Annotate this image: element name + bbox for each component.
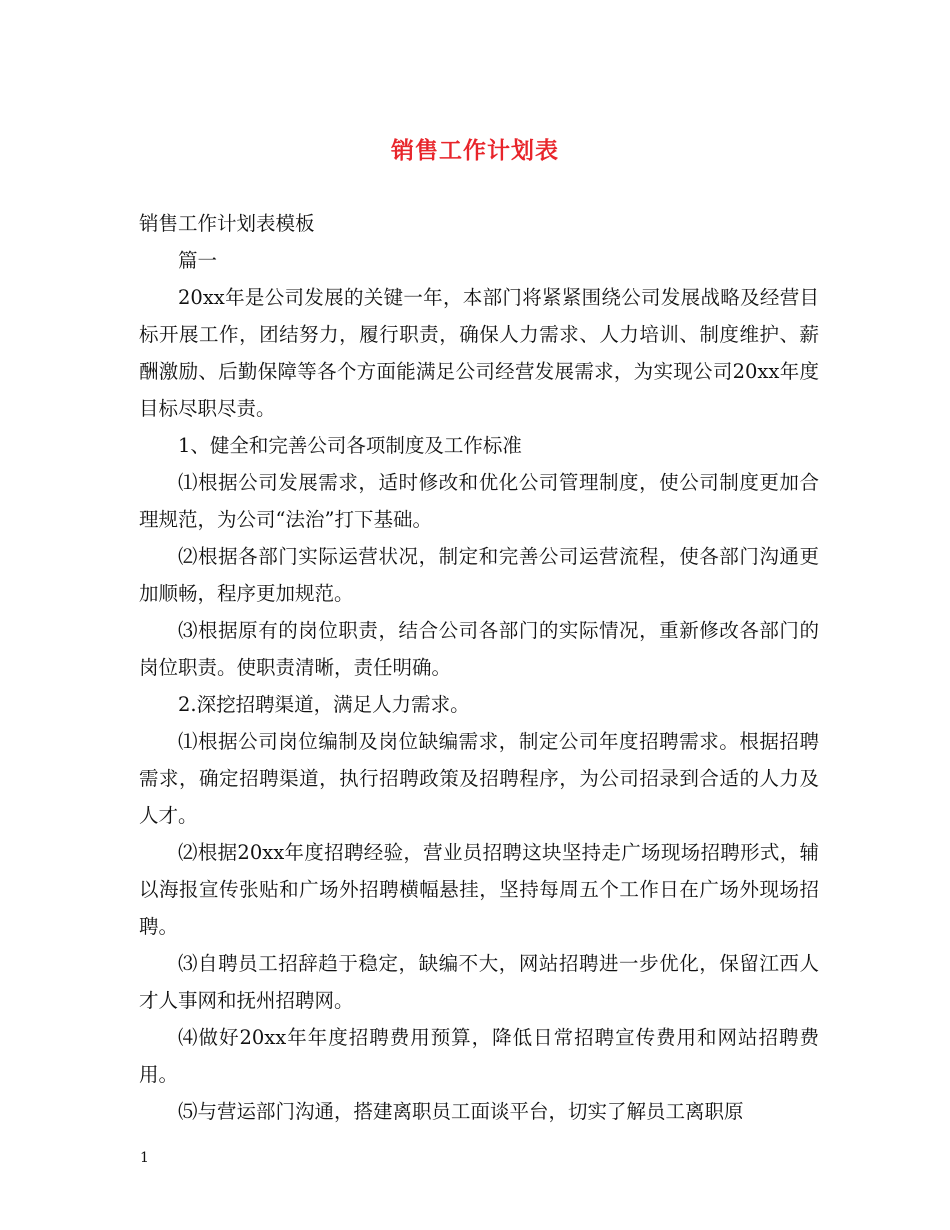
subtitle-paragraph: 销售工作计划表模板 — [139, 212, 315, 235]
list-item: ⑸与营运部门沟通，搭建离职员工面谈平台，切实了解员工离职原 — [178, 1100, 744, 1123]
page-number: 1 — [140, 1150, 149, 1166]
body-paragraph: 20xx年是公司发展的关键一年，本部门将紧紧围绕公司发展战略及经营目标开展工作，团结努力，履行职责，确保人力需求、人力培训、制度维护、薪酬激励、后勤保障等各个方面能满足公司经营发展需求，为实现公司20xx年度目标尽职尽责。 — [139, 286, 819, 420]
list-item: ⑵根据20xx年度招聘经验，营业员招聘这块坚持走广场现场招聘形式，辅以海报宣传张贴和广场外招聘横幅悬挂，坚持每周五个工作日在广场外现场招聘。 — [139, 841, 819, 938]
document-title: 销售工作计划表 — [391, 137, 559, 164]
numbered-heading: 2.深挖招聘渠道，满足人力需求。 — [178, 693, 470, 716]
list-item: ⑶根据原有的岗位职责，结合公司各部门的实际情况，重新修改各部门的岗位职责。使职责清晰，责任明确。 — [139, 619, 819, 679]
list-item: ⑷做好20xx年年度招聘费用预算，降低日常招聘宣传费用和网站招聘费用。 — [139, 1026, 819, 1086]
list-item: ⑴根据公司发展需求，适时修改和优化公司管理制度，使公司制度更加合理规范，为公司“法治”打下基础。 — [139, 471, 819, 531]
list-item: ⑶自聘员工招辞趋于稳定，缺编不大，网站招聘进一步优化，保留江西人才人事网和抚州招聘网。 — [139, 952, 819, 1012]
section-heading: 篇一 — [178, 249, 218, 272]
numbered-heading: 1、健全和完善公司各项制度及工作标准 — [178, 434, 522, 457]
list-item: ⑴根据公司岗位编制及岗位缺编需求，制定公司年度招聘需求。根据招聘需求，确定招聘渠道，执行招聘政策及招聘程序，为公司招录到合适的人力及人才。 — [139, 730, 819, 827]
document-body — [139, 205, 819, 1130]
list-item: ⑵根据各部门实际运营状况，制定和完善公司运营流程，使各部门沟通更加顺畅，程序更加规范。 — [139, 545, 819, 605]
